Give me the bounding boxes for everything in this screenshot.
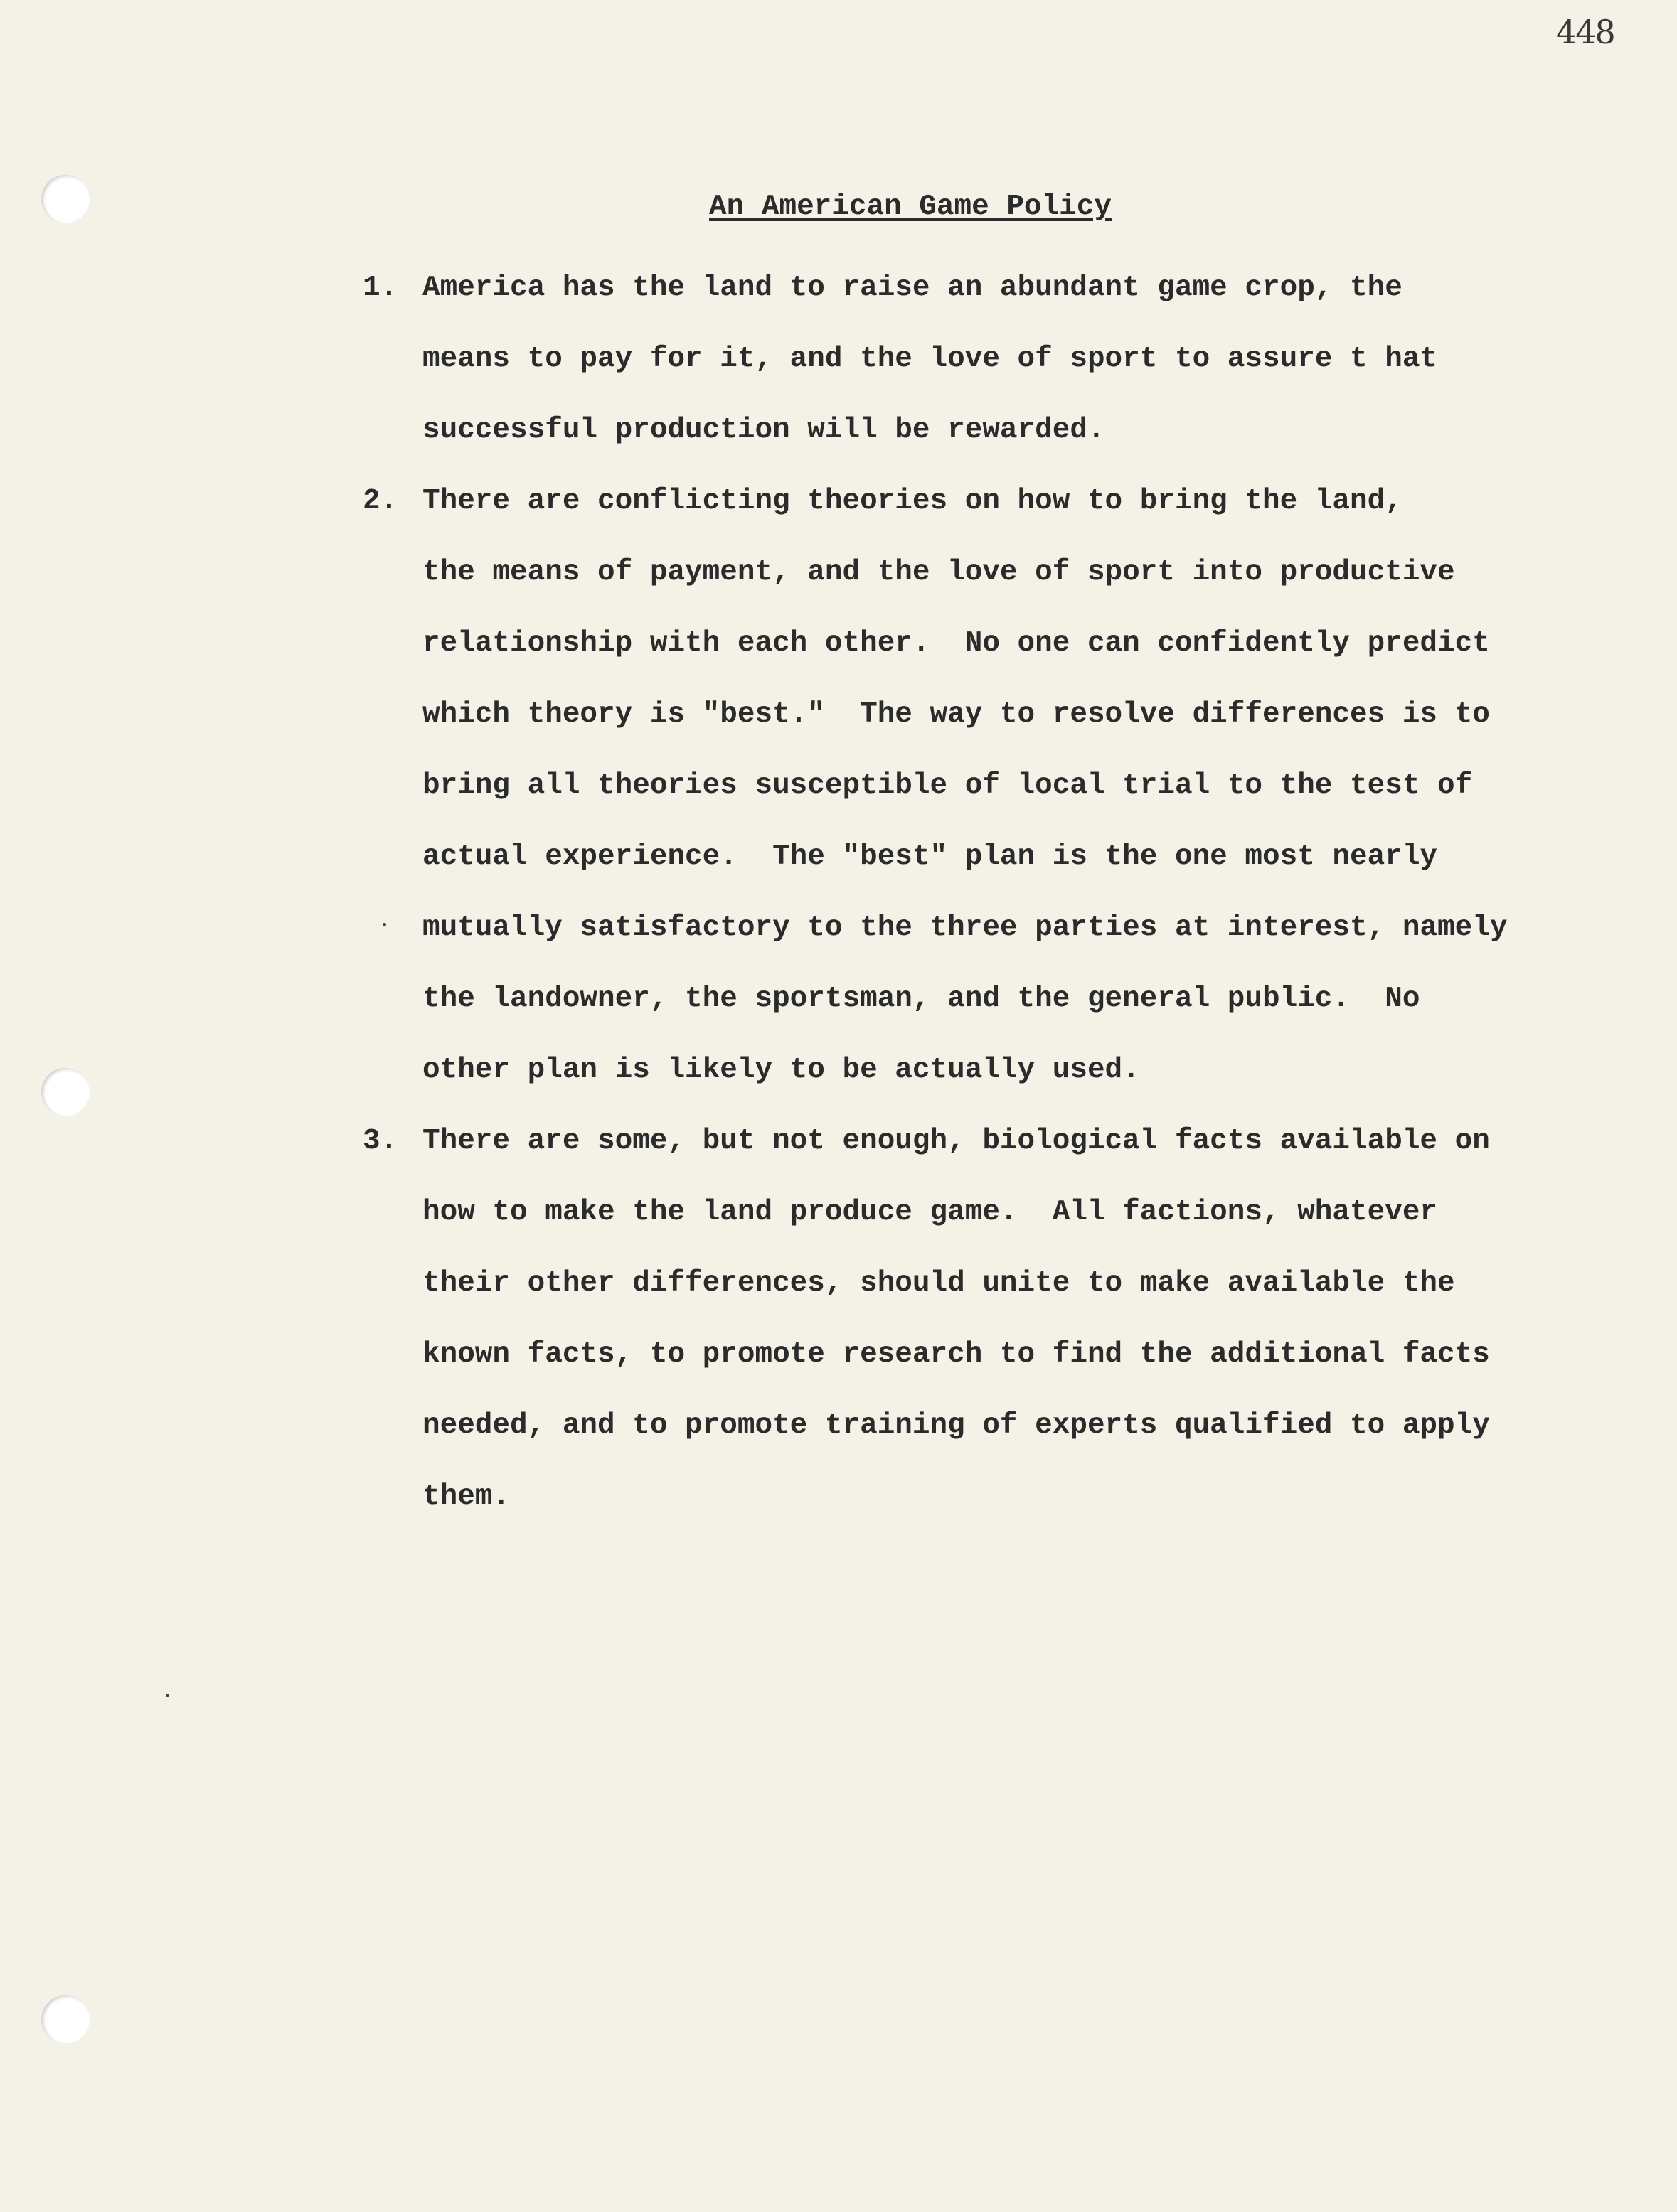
text-line: the landowner, the sportsman, and the general public. No [422, 983, 1420, 1015]
punch-hole [41, 1068, 90, 1116]
text-line: successful production will be rewarded. [422, 414, 1105, 447]
text-line: means to pay for it, and the love of sport to assure t hat [422, 343, 1438, 375]
text-line: There are conflicting theories on how to bring the land, [422, 485, 1402, 518]
text-line: the means of payment, and the love of sport into productive [422, 556, 1455, 589]
page-number: 448 [1556, 13, 1614, 51]
text-line: actual experience. The "best" plan is the one most nearly [422, 840, 1438, 873]
text-line: which theory is "best." The way to resolve differences is to [422, 698, 1490, 731]
text-line: There are some, but not enough, biological facts available on [422, 1125, 1490, 1158]
document-title: An American Game Policy [709, 191, 1112, 223]
stray-mark [383, 923, 386, 926]
item-number: 1. [363, 272, 398, 304]
text-line: mutually satisfactory to the three parties at interest, namely [422, 912, 1508, 944]
text-line: their other differences, should unite to make available the [422, 1267, 1455, 1300]
item-number: 2. [363, 485, 398, 518]
item-number: 3. [363, 1125, 398, 1158]
text-line: how to make the land produce game. All factions, whatever [422, 1196, 1438, 1229]
text-line: needed, and to promote training of experts qualified to apply [422, 1409, 1490, 1442]
text-line: America has the land to raise an abundant game crop, the [422, 272, 1402, 304]
text-line: relationship with each other. No one can confidently predict [422, 627, 1490, 660]
text-line: other plan is likely to be actually used. [422, 1054, 1140, 1086]
text-line: them. [422, 1480, 511, 1513]
text-line: known facts, to promote research to find the additional facts [422, 1338, 1490, 1371]
stray-mark [166, 1694, 169, 1697]
text-line: bring all theories susceptible of local trial to the test of [422, 769, 1473, 802]
punch-hole [41, 1995, 90, 2043]
